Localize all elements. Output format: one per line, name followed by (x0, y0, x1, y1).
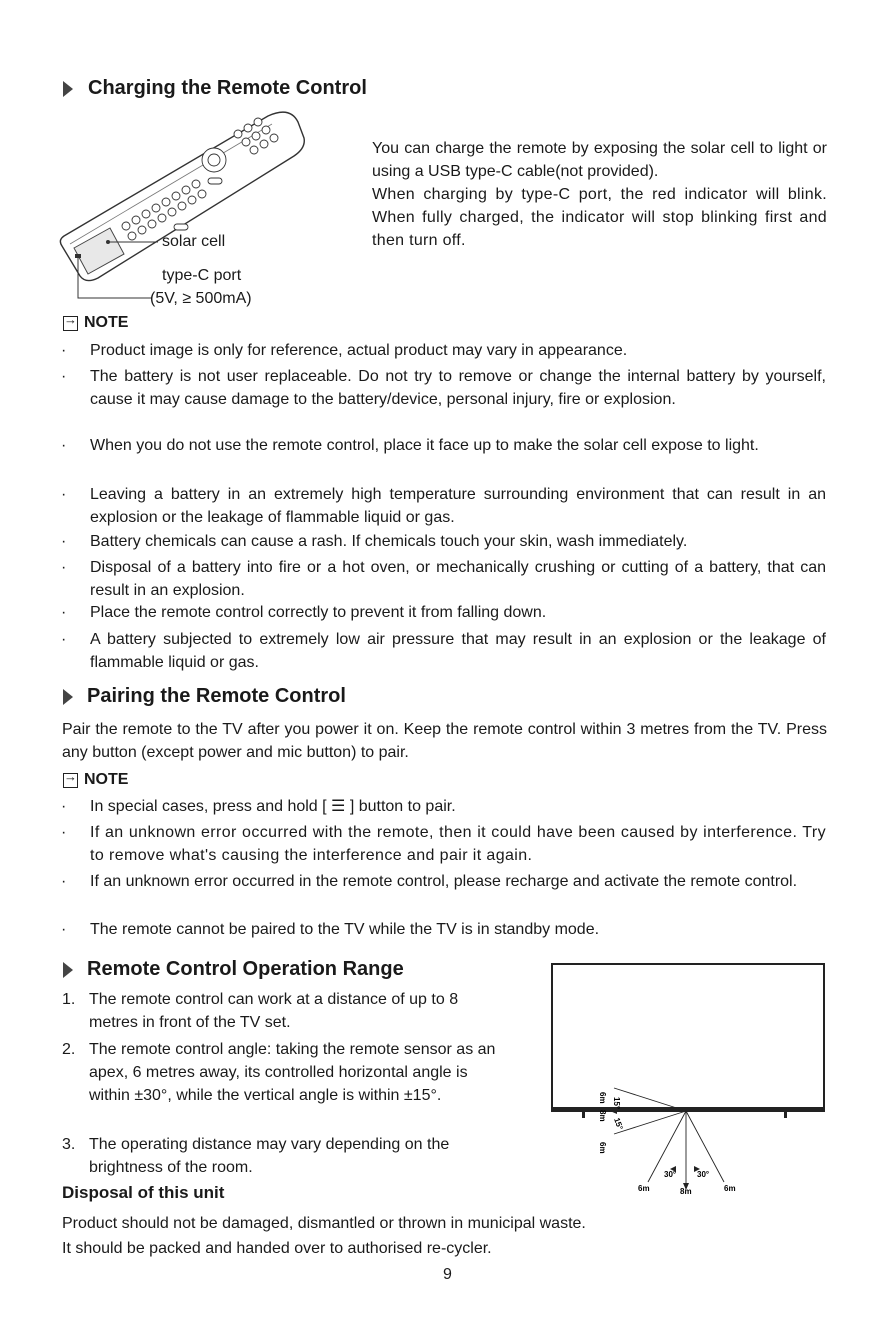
list-item: The remote control angle: taking the remote sensor as an apex, 6 metres away, its controlled horizontal angle is within ±30°, while the vertical angle is within ±15°. (89, 1041, 496, 1104)
bullet-dot: · (61, 559, 67, 576)
label-port-spec: (5V, ≥ 500mA) (150, 290, 252, 307)
note-arrow-icon (63, 773, 78, 788)
disposal-line-2: It should be packed and handed over to authorised re-cycler. (62, 1240, 492, 1257)
section-marker-icon (63, 689, 73, 705)
note-item: A battery subjected to extremely low air pressure that may result in an explosion or the leakage of flammable liquid or gas. (90, 631, 826, 671)
note-item: Battery chemicals can cause a rash. If chemicals touch your skin, wash immediately. (90, 533, 688, 550)
label-v-top: 6m (598, 1092, 607, 1104)
section-title-range: Remote Control Operation Range (87, 958, 404, 980)
bullet-dot: · (61, 368, 67, 385)
bullet-dot: · (61, 533, 67, 550)
remote-body-icon (60, 112, 304, 280)
section-title-pairing: Pairing the Remote Control (87, 685, 346, 707)
bullet-dot: · (61, 824, 67, 841)
label-dist-center: 8m (680, 1187, 692, 1196)
note-item: In special cases, press and hold [ ☰ ] button to pair. (90, 798, 456, 815)
bullet-dot: · (61, 342, 67, 359)
note-item: Product image is only for reference, actual product may vary in appearance. (90, 342, 628, 359)
bullet-dot: · (61, 873, 67, 890)
pairing-intro: Pair the remote to the TV after you power it on. Keep the remote control within 3 metres from the TV. Press any button (except power and mic button) to pair. (62, 721, 827, 761)
label-v-bot: 6m (598, 1142, 607, 1154)
label-solar-cell: solar cell (162, 233, 226, 250)
page-number: 9 (443, 1266, 452, 1283)
note-item: The remote cannot be paired to the TV while the TV is in standby mode. (90, 921, 600, 938)
label-angle-left: 30° (664, 1170, 677, 1179)
label-angle-right: 30° (697, 1170, 710, 1179)
charging-intro-2: When charging by type-C port, the red indicator will blink. When fully charged, the indicator will stop blinking first and then turn off. (372, 186, 827, 249)
label-angle-up: 15° (612, 1097, 621, 1110)
label-v-mid: 8m (598, 1110, 607, 1122)
disposal-line-1: Product should not be damaged, dismantled or thrown in municipal waste. (62, 1215, 586, 1232)
bullet-dot: · (61, 437, 67, 454)
bullet-dot: · (61, 604, 67, 621)
section-marker-icon (63, 962, 73, 978)
label-angle-down: 15° (612, 1116, 625, 1132)
bullet-dot: · (61, 631, 67, 648)
list-item: The remote control can work at a distance of up to 8 metres in front of the TV set. (89, 991, 459, 1031)
note-item: Disposal of a battery into fire or a hot oven, or mechanically crushing or cutting of a battery, that can result in an explosion. (90, 559, 826, 599)
list-number: 1. (62, 991, 76, 1008)
label-dist-right: 6m (724, 1184, 736, 1193)
note-label: NOTE (84, 771, 129, 788)
list-number: 2. (62, 1041, 76, 1058)
note-heading (63, 314, 128, 332)
note-arrow-icon (63, 316, 78, 331)
section-marker-icon (63, 81, 73, 97)
label-type-c-port: type-C port (162, 267, 242, 284)
note-item: If an unknown error occurred with the remote, then it could have been caused by interference. Try to remove what's causing the interference and pair it again. (90, 824, 826, 864)
note-heading (63, 771, 128, 789)
list-number: 3. (62, 1136, 76, 1153)
bullet-dot: · (61, 921, 67, 938)
section-title-disposal: Disposal of this unit (62, 1183, 225, 1202)
note-item: If an unknown error occurred in the remote control, please recharge and activate the remote control. (90, 873, 798, 890)
bullet-dot: · (61, 486, 67, 503)
charging-intro-1: You can charge the remote by exposing the solar cell to light or using a USB type-C cable(not provided). (372, 140, 827, 180)
label-dist-left: 6m (638, 1184, 650, 1193)
note-item: Leaving a battery in an extremely high temperature surrounding environment that can result in an explosion or the leakage of flammable liquid or gas. (90, 486, 826, 526)
list-item: The operating distance may vary depending on the brightness of the room. (89, 1136, 450, 1176)
section-title-charging: Charging the Remote Control (88, 77, 367, 99)
bullet-dot: · (61, 798, 67, 815)
operation-range-diagram (548, 962, 830, 1202)
note-item: Place the remote control correctly to prevent it from falling down. (90, 604, 547, 621)
tv-screen-icon (552, 964, 824, 1111)
note-label: NOTE (84, 314, 129, 331)
note-item: When you do not use the remote control, place it face up to make the solar cell expose to light. (90, 437, 759, 454)
note-item: The battery is not user replaceable. Do not try to remove or change the internal battery by yourself, cause it may cause damage to the battery/device, personal injury, fire or explosion. (90, 368, 826, 408)
